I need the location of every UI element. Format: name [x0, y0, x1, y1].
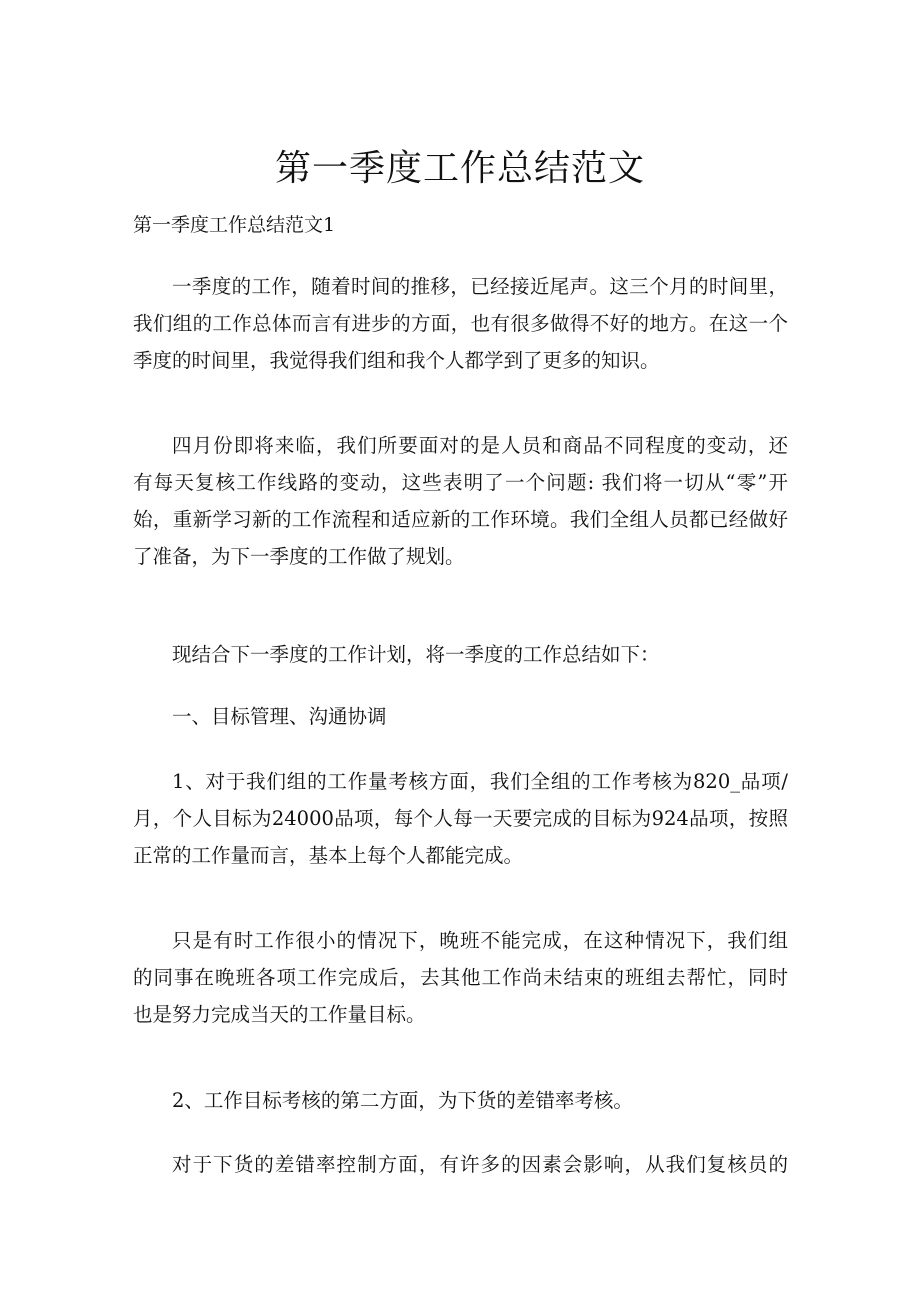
paragraph-5	[133, 763, 788, 874]
paragraph-3: 现结合下一季度的工作计划，将一季度的工作总结如下：	[172, 643, 660, 666]
section-heading-1: 一、目标管理、沟通协调	[172, 705, 387, 728]
paragraph-2	[133, 427, 788, 575]
document-subtitle: 第一季度工作总结范文1	[133, 214, 336, 236]
paragraph-line: 1、对于我们组的工作量考核方面，我们全组的工作考核为820_品项/	[172, 770, 788, 793]
paragraph-line: 对于下货的差错率控制方面，有许多的因素会影响，从我们复核员的	[172, 1153, 788, 1176]
paragraph-line: 月，个人目标为24000品项，每个人每一天要完成的目标为924品项，按照	[133, 807, 788, 830]
paragraph-line: 四月份即将来临，我们所要面对的是人员和商品不同程度的变动，还	[172, 434, 788, 457]
paragraph-line: 了准备，为下一季度的工作做了规划。	[133, 545, 465, 568]
document-title: 第一季度工作总结范文	[274, 148, 645, 189]
paragraph-line: 也是努力完成当天的工作量目标。	[133, 1003, 426, 1026]
paragraph-line: 一季度的工作，随着时间的推移，已经接近尾声。这三个月的时间里，	[172, 275, 788, 298]
paragraph-line: 季度的时间里，我觉得我们组和我个人都学到了更多的知识。	[133, 349, 660, 372]
paragraph-8	[133, 1146, 788, 1183]
paragraph-1	[133, 268, 788, 379]
paragraph-line: 有每天复核工作线路的变动，这些表明了一个问题: 我们将一切从“零”开	[133, 471, 788, 494]
paragraph-line: 始，重新学习新的工作流程和适应新的工作环境。我们全组人员都已经做好	[133, 508, 788, 531]
paragraph-line: 正常的工作量而言，基本上每个人都能完成。	[133, 844, 524, 867]
paragraph-7: 2、工作目标考核的第二方面，为下货的差错率考核。	[172, 1089, 633, 1112]
paragraph-line: 的同事在晚班各项工作完成后，去其他工作尚未结束的班组去帮忙，同时	[133, 966, 788, 989]
paragraph-line: 只是有时工作很小的情况下，晚班不能完成，在这种情况下，我们组	[172, 929, 788, 952]
paragraph-line: 我们组的工作总体而言有进步的方面，也有很多做得不好的地方。在这一个	[133, 312, 788, 335]
paragraph-6	[133, 922, 788, 1033]
